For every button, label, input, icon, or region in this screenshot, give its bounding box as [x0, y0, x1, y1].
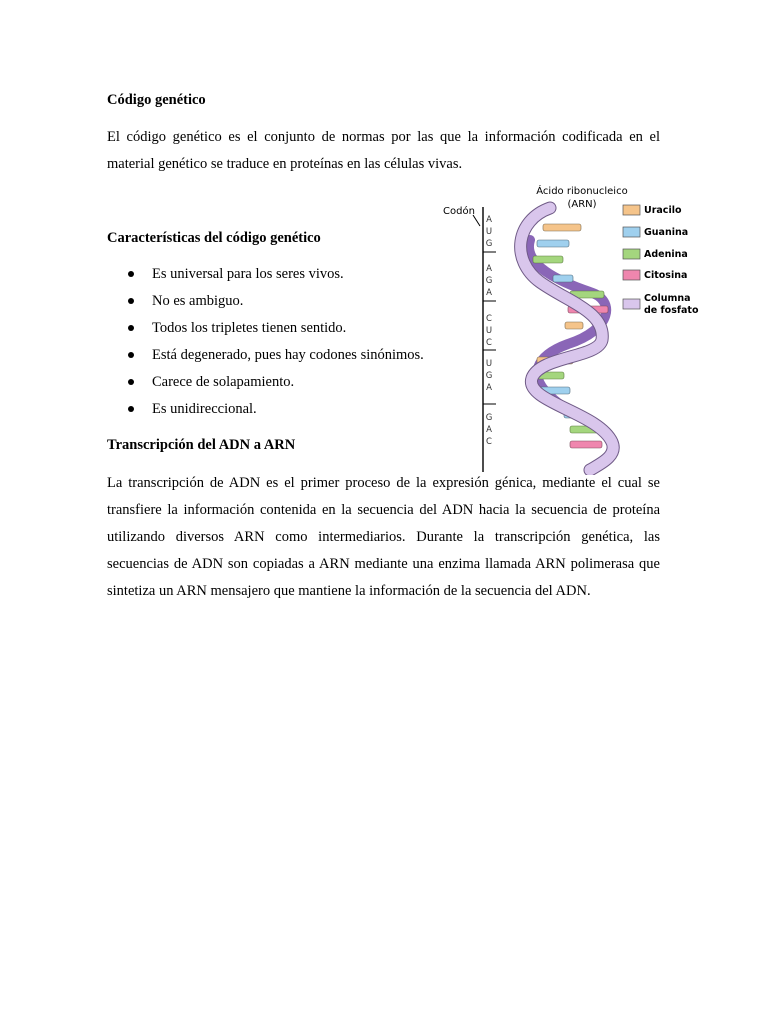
- list-item-text: Carece de solapamiento.: [152, 374, 295, 390]
- base-citosina: [570, 441, 602, 448]
- transcription-paragraph: La transcripción de ADN es el primer proceso de la expresión génica, mediante el cual se transfiere la información contenida en la secuencia del ADN hacia la secuencia de proteína utilizando diversos ARN como intermediarios. Durante la transcripción genética, las secuencias de ADN son copiadas a ARN mediante una enzima llamada ARN polimerasa que sintetiza un ARN mensajero que mantiene la información de la secuencia del ADN.: [107, 475, 660, 599]
- list-item-text: Es universal para los seres vivos.: [152, 266, 344, 282]
- legend-swatch-uracilo: [623, 205, 640, 215]
- bullet-icon: [128, 352, 134, 358]
- rna-diagram-svg: [440, 180, 700, 475]
- codon-letter: G: [485, 413, 493, 423]
- codon-letter: G: [485, 276, 493, 286]
- legend-label-adenina: Adenina: [644, 249, 688, 260]
- codon-label: Codón: [443, 206, 475, 217]
- legend-label-uracilo: Uracilo: [644, 205, 682, 216]
- legend-swatch-citosina: [623, 270, 640, 280]
- codon-letter: G: [485, 371, 493, 381]
- codon-letter: A: [486, 383, 492, 393]
- legend-swatch-adenina: [623, 249, 640, 259]
- codon-letter: U: [485, 326, 493, 336]
- list-item-text: Es unidireccional.: [152, 401, 257, 417]
- legend-swatch-guanina: [623, 227, 640, 237]
- codon-pointer-line: [473, 215, 480, 226]
- bullet-icon: [128, 298, 134, 304]
- legend-label-columna-fosfato-line2: de fosfato: [644, 305, 699, 316]
- legend-label-guanina: Guanina: [644, 227, 689, 238]
- list-item-text: Todos los tripletes tienen sentido.: [152, 320, 347, 336]
- legend-label-citosina: Citosina: [644, 270, 688, 281]
- base-adenina: [533, 256, 563, 263]
- rna-diagram: [440, 180, 700, 475]
- diagram-legend: [623, 205, 699, 316]
- base-guanina: [537, 240, 569, 247]
- base-uracilo: [543, 224, 581, 231]
- list-item: [107, 261, 424, 288]
- codon-letter: A: [486, 288, 492, 298]
- codon-letter: A: [486, 425, 492, 435]
- list-item-text: No es ambiguo.: [152, 293, 244, 309]
- diagram-title-line2: (ARN): [567, 199, 597, 210]
- heading-codigo-genetico: Código genético: [107, 92, 206, 108]
- list-item: [107, 342, 424, 369]
- heading-caracteristicas: Características del código genético: [107, 230, 321, 246]
- legend-label-columna-fosfato-line1: Columna: [644, 293, 691, 304]
- codon-letter: C: [486, 314, 492, 324]
- bullet-icon: [128, 271, 134, 277]
- base-uracilo: [565, 322, 583, 329]
- codon-letter: G: [485, 239, 493, 249]
- codon-letter: C: [486, 437, 492, 447]
- intro-paragraph: El código genético es el conjunto de normas por las que la información codificada en el material genético se traduce en proteínas en las células vivas.: [107, 129, 660, 172]
- codon-letter: C: [486, 338, 492, 348]
- diagram-title-line1: Ácido ribonucleico: [536, 186, 628, 197]
- list-item: [107, 315, 424, 342]
- heading-transcripcion: Transcripción del ADN a ARN: [107, 437, 296, 453]
- codon-letter: A: [486, 264, 492, 274]
- codon-letter: U: [485, 227, 493, 237]
- list-item: [107, 396, 424, 423]
- bullet-icon: [128, 406, 134, 412]
- legend-swatch-columna-fosfato: [623, 299, 640, 309]
- bullet-icon: [128, 325, 134, 331]
- bullet-icon: [128, 379, 134, 385]
- list-item-text: Está degenerado, pues hay codones sinónimos.: [152, 347, 424, 363]
- base-guanina: [553, 275, 573, 282]
- list-item: [107, 288, 424, 315]
- codon-letter: A: [486, 215, 492, 225]
- codon-letter: U: [485, 359, 493, 369]
- list-item: [107, 369, 424, 396]
- characteristics-list: [107, 261, 424, 423]
